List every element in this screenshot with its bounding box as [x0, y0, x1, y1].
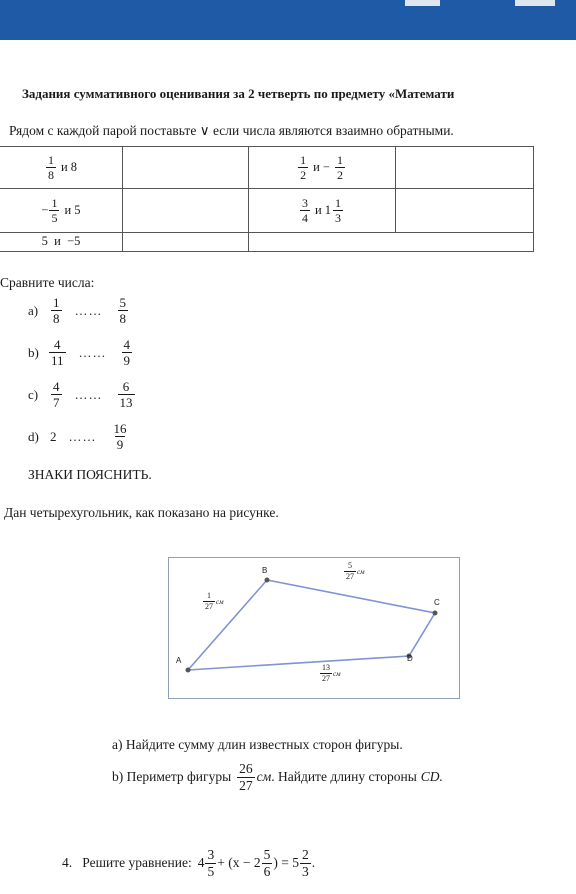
- quadrilateral-shape: [188, 580, 435, 670]
- label-d: D: [407, 654, 413, 663]
- vertex-a: [186, 668, 191, 673]
- vertex-b: [265, 578, 270, 583]
- reciprocal-table: [0, 146, 534, 252]
- side-ab-label: $\frac{1}{27}$ см: [205, 591, 224, 611]
- side-ad-label: $\frac{13}{27}$ см: [322, 663, 341, 683]
- answer-cell[interactable]: [123, 233, 247, 251]
- toolbar-button[interactable]: [405, 0, 440, 6]
- pair-1: $\frac{1}{8}$ и 8: [47, 152, 78, 182]
- compare-item-d: d) 2 …… $\frac{16}{9}$: [28, 421, 127, 452]
- label-b: B: [262, 566, 268, 575]
- task3-statement: Дан четырехугольник, как показано на рисунке.: [4, 505, 279, 520]
- toolbar-button[interactable]: [515, 0, 555, 6]
- task1-instruction: Рядом с каждой парой поставьте ∨ если числа являются взаимно обратными.: [9, 123, 454, 138]
- compare-item-c: c) $\frac{4}{7}$ …… $\frac{6}{13}$: [28, 379, 133, 410]
- answer-cell[interactable]: [396, 189, 532, 232]
- quadrilateral-figure: [168, 557, 460, 699]
- task3-question-a: a) Найдите сумму длин известных сторон фигуры.: [112, 737, 403, 752]
- task2-note: ЗНАКИ ПОЯСНИТЬ.: [28, 467, 152, 482]
- pair-3: − $\frac{1}{5}$ и 5: [41, 195, 81, 225]
- task2-heading: Сравните числа:: [0, 275, 95, 290]
- top-bar: [0, 0, 576, 40]
- side-bc-label: $\frac{5}{27}$ см: [346, 561, 365, 581]
- compare-item-a: a) $\frac{1}{8}$ …… $\frac{5}{8}$: [28, 295, 126, 326]
- page-title: Задания суммативного оценивания за 2 четверть по предмету «Математи: [22, 86, 455, 101]
- label-a: A: [176, 656, 182, 665]
- answer-cell[interactable]: [396, 147, 532, 188]
- answer-cell[interactable]: [123, 189, 247, 232]
- quadrilateral-diagram: [169, 558, 459, 698]
- vertex-c: [433, 611, 438, 616]
- compare-item-b: b) $\frac{4}{11}$ …… $\frac{4}{9}$: [28, 337, 131, 368]
- pair-2: $\frac{1}{2}$ и − $\frac{1}{2}$: [300, 152, 343, 182]
- answer-cell[interactable]: [123, 147, 247, 188]
- pair-4: $\frac{3}{4}$ и 1 $\frac{1}{3}$: [301, 195, 342, 225]
- pair-5: 5 и −5: [41, 234, 81, 248]
- task3-question-b: b) Периметр фигуры $\frac{26}{27}$ см . Найдите длину стороны CD.: [112, 761, 443, 793]
- task4-equation: 4. Решите уравнение: 4 $\frac{3}{5}$ + (x − 2 $\frac{5}{6}$ ) = 5 $\frac{2}{3}$ .: [62, 847, 316, 879]
- label-c: C: [434, 598, 440, 607]
